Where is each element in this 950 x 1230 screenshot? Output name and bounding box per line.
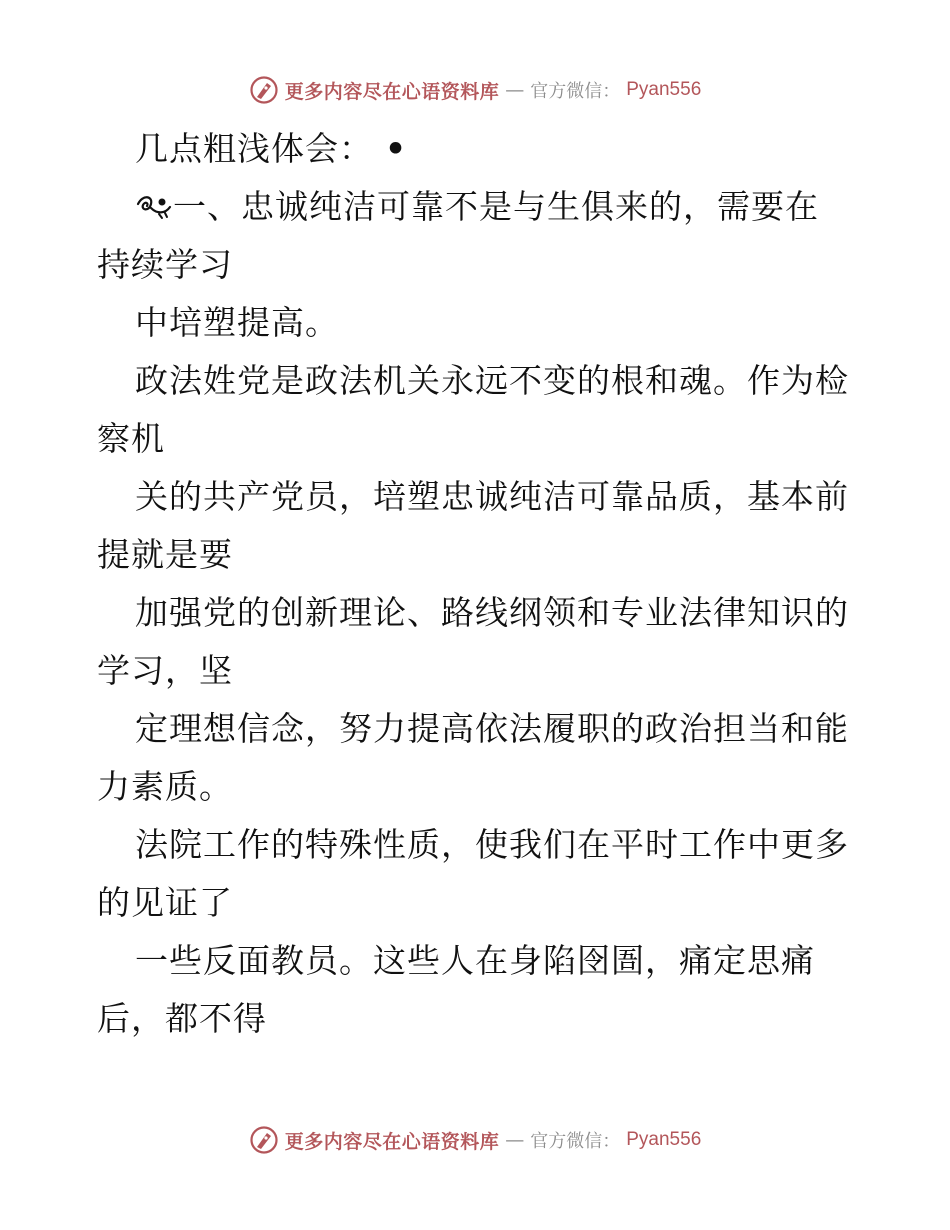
watermark-label: 官方微信： — [530, 81, 621, 102]
line-text: 关的共产党员，培塑忠诚纯洁可靠品质，基本前 — [135, 477, 849, 516]
line-text: 中培塑提高。 — [135, 303, 339, 342]
text-line — [97, 874, 857, 932]
line-text: 力素质。 — [97, 767, 233, 806]
line-text: 持续学习 — [97, 245, 233, 284]
ornament-icon — [135, 192, 173, 222]
line-text: 一些反面教员。这些人在身陷囹圄，痛定思痛 — [135, 941, 815, 980]
watermark-brand: 更多内容尽在心语资料库 — [284, 1130, 500, 1153]
text-line — [97, 932, 857, 990]
line-text: 几点粗浅体会： — [135, 129, 373, 168]
pen-nib-logo-icon — [249, 1125, 279, 1155]
watermark-dash: — — [505, 1129, 525, 1151]
text-line — [97, 700, 857, 758]
line-text: 的见证了 — [97, 883, 233, 922]
document-body — [97, 120, 857, 1048]
text-line — [97, 758, 857, 816]
bullet-dot: • — [385, 129, 408, 168]
text-line — [97, 816, 857, 874]
text-line — [97, 468, 857, 526]
text-line — [97, 990, 857, 1048]
text-line — [97, 120, 857, 178]
line-text: 加强党的创新理论、路线纲领和专业法律知识的 — [135, 593, 849, 632]
text-line — [97, 294, 857, 352]
line-text: 察机 — [97, 419, 165, 458]
line-text: 政法姓党是政法机关永远不变的根和魂。作为检 — [135, 361, 849, 400]
text-line — [97, 642, 857, 700]
line-text: 一、忠诚纯洁可靠不是与生俱来的，需要在 — [173, 187, 819, 226]
line-text: 学习，坚 — [97, 651, 233, 690]
text-line — [97, 526, 857, 584]
text-line — [97, 236, 857, 294]
text-line — [97, 410, 857, 468]
header-watermark — [0, 70, 950, 110]
text-line — [97, 178, 857, 236]
text-line — [97, 352, 857, 410]
watermark-dash: — — [505, 79, 525, 101]
watermark-wechat-id: Pyan556 — [626, 1129, 702, 1150]
watermark-label: 官方微信： — [530, 1131, 621, 1152]
pen-nib-logo-icon — [249, 75, 279, 105]
footer-watermark — [0, 1120, 950, 1160]
watermark-wechat-id: Pyan556 — [626, 79, 702, 100]
text-line — [97, 584, 857, 642]
line-text: 法院工作的特殊性质，使我们在平时工作中更多 — [135, 825, 849, 864]
line-text: 定理想信念，努力提高依法履职的政治担当和能 — [135, 709, 849, 748]
line-text: 提就是要 — [97, 535, 233, 574]
line-text: 后，都不得 — [97, 999, 267, 1038]
watermark-brand: 更多内容尽在心语资料库 — [284, 80, 500, 103]
